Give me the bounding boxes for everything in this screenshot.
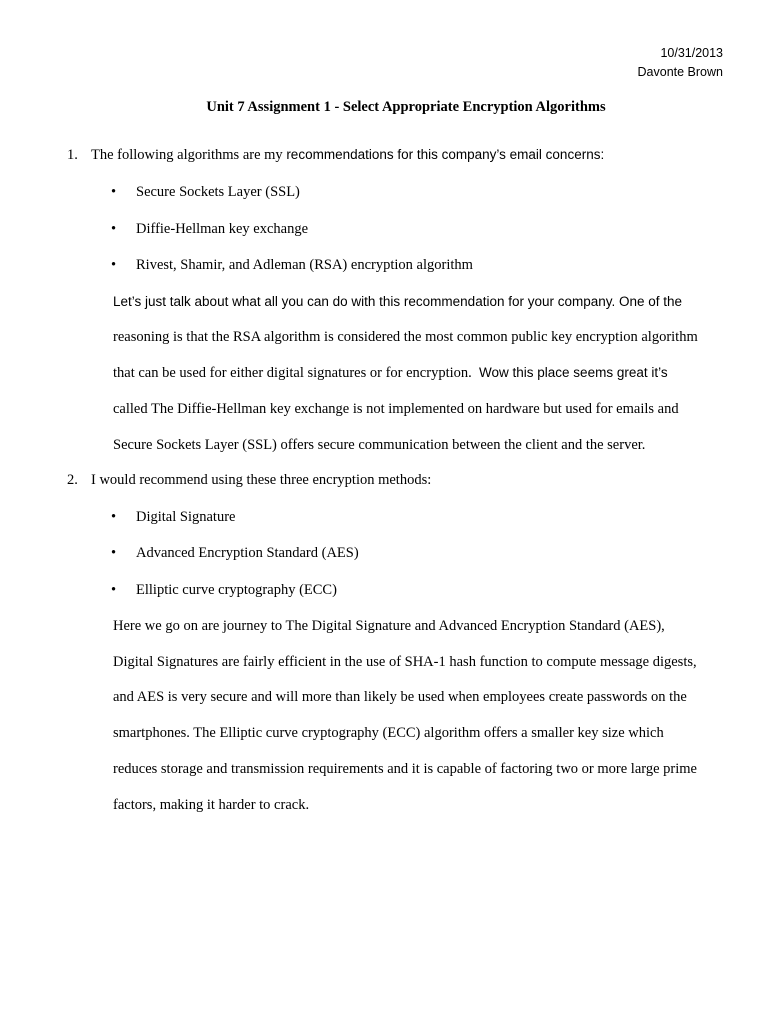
bullet-glyph: • <box>111 582 117 598</box>
section-1-intro-text <box>91 147 604 164</box>
paragraph-line: reasoning is that the RSA algorithm is considered the most common public key encryption algorithm <box>113 329 698 345</box>
list-number: 2. <box>67 472 78 488</box>
paragraph-line: factors, making it harder to crack. <box>113 797 310 813</box>
paragraph-line: called The Diffie-Hellman key exchange is not implemented on hardware but used for emails and <box>113 401 679 417</box>
paragraph-line: Here we go on are journey to The Digital Signature and Advanced Encryption Standard (AES), <box>113 618 665 634</box>
header-date: 10/31/2013 <box>660 46 723 60</box>
bullet-glyph: • <box>111 509 117 525</box>
paragraph-text-sans: Wow this place seems great it’s <box>479 365 668 380</box>
paragraph-line: Secure Sockets Layer (SSL) offers secure communication between the client and the server. <box>113 437 646 453</box>
document-title: Unit 7 Assignment 1 - Select Appropriate Encryption Algorithms <box>206 99 606 115</box>
paragraph-line: smartphones. The Elliptic curve cryptography (ECC) algorithm offers a smaller key size which <box>113 725 664 741</box>
intro-text-serif: The following algorithms are my <box>91 147 287 163</box>
bullet-glyph: • <box>111 184 117 200</box>
paragraph-text-serif: that can be used for either digital signatures or for encryption. <box>113 365 480 381</box>
bullet-text: Secure Sockets Layer (SSL) <box>136 184 300 200</box>
paragraph-line: reduces storage and transmission requirements and it is capable of factoring two or more large prime <box>113 761 697 777</box>
bullet-glyph: • <box>111 221 117 237</box>
section-2-intro-text: I would recommend using these three encryption methods: <box>91 472 432 488</box>
paragraph-line <box>113 365 668 382</box>
bullet-text: Diffie-Hellman key exchange <box>136 221 309 237</box>
paragraph-line: Digital Signatures are fairly efficient in the use of SHA-1 hash function to compute message digests, <box>113 654 697 670</box>
bullet-text: Digital Signature <box>136 509 236 525</box>
bullet-glyph: • <box>111 257 117 273</box>
list-number: 1. <box>67 147 78 163</box>
bullet-text: Elliptic curve cryptography (ECC) <box>136 582 337 598</box>
paragraph-line: and AES is very secure and will more than likely be used when employees create passwords on the <box>113 689 687 705</box>
header-author: Davonte Brown <box>637 65 723 79</box>
paragraph-line: Let’s just talk about what all you can do with this recommendation for your company. One of the <box>113 294 683 309</box>
bullet-text: Advanced Encryption Standard (AES) <box>136 545 359 561</box>
intro-text-sans: recommendations for this company’s email concerns: <box>286 147 605 162</box>
bullet-glyph: • <box>111 545 117 561</box>
bullet-text: Rivest, Shamir, and Adleman (RSA) encryption algorithm <box>136 257 473 273</box>
